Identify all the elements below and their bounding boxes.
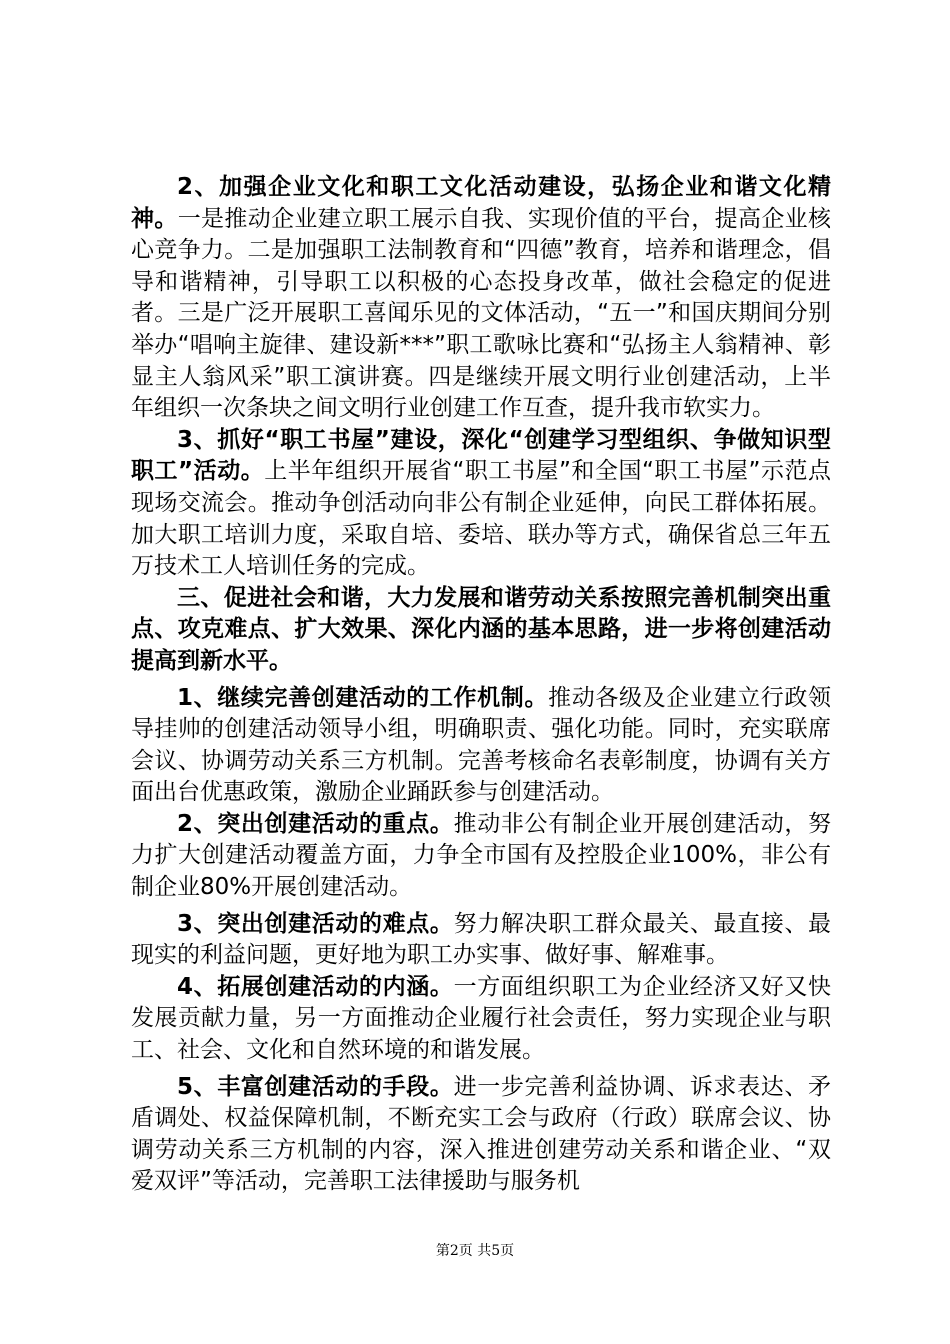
paragraph-2-heading: 3、抓好“职工书屋”建设，深化“创建学习型组织、争做知识型职工”活动。 xyxy=(131,426,831,485)
paragraph-7-text: 一方面组织职工为企业经济又好又快发展贡献力量，另一方面推动企业履行社会责任，努力实现企业与职工、社会、文化和自然环境的和谐发展。 xyxy=(131,973,831,1064)
document-body xyxy=(131,172,831,1198)
paragraph-4 xyxy=(131,683,831,809)
page-footer: 第2页 共5页 xyxy=(435,1243,515,1259)
paragraph-6 xyxy=(131,909,831,972)
paragraph-7-heading: 4、拓展创建活动的内涵。 xyxy=(177,973,454,1000)
section-3-heading: 三、促进社会和谐，大力发展和谐劳动关系按照完善机制突出重点、攻克难点、扩大效果、深化内涵的基本思路，进一步将创建活动提高到新水平。 xyxy=(131,584,831,674)
paragraph-8 xyxy=(131,1072,831,1198)
paragraph-6-heading: 3、突出创建活动的难点。 xyxy=(177,910,454,937)
paragraph-8-text: 进一步完善利益协调、诉求表达、矛盾调处、权益保障机制，不断充实工会与政府（行政）联席会议、协调劳动关系三方机制的内容，深入推进创建劳动关系和谐企业、“双爱双评”等活动，完善职工法律援助与服务机 xyxy=(131,1073,831,1195)
paragraph-5-text: 推动非公有制企业开展创建活动，努力扩大创建活动覆盖方面，力争全市国有及控股企业100%，非公有制企业80%开展创建活动。 xyxy=(131,810,831,901)
paragraph-5 xyxy=(131,809,831,904)
paragraph-1-text: 一是推动企业建立职工展示自我、实现价值的平台，提高企业核心竞争力。二是加强职工法制教育和“四德”教育，培养和谐理念，倡导和谐精神，引导职工以积极的心态投身改革，做社会稳定的促进者。三是广泛开展职工喜闻乐见的文体活动，“五一”和国庆期间分别举办“唱响主旋律、建设新***”职工歌咏比赛和“弘扬主人翁精神、彰显主人翁风采”职工演讲赛。四是继续开展文明行业创建活动，上半年组织一次条块之间文明行业创建工作互查，提升我市软实力。 xyxy=(131,205,832,422)
paragraph-6-text: 努力解决职工群众最关、最直接、最现实的利益问题，更好地为职工办实事、做好事、解难事。 xyxy=(131,910,831,969)
paragraph-4-text: 推动各级及企业建立行政领导挂帅的创建活动领导小组，明确职责、强化功能。同时，充实联席会议、协调劳动关系三方机制。完善考核命名表彰制度，协调有关方面出台优惠政策，激励企业踊跃参与创建活动。 xyxy=(131,684,831,806)
paragraph-2 xyxy=(131,425,831,583)
paragraph-7 xyxy=(131,972,831,1067)
paragraph-8-heading: 5、丰富创建活动的手段。 xyxy=(177,1073,454,1100)
paragraph-1 xyxy=(131,172,831,425)
paragraph-2-text: 上半年组织开展省“职工书屋”和全国“职工书屋”示范点现场交流会。推动争创活动向非公有制企业延伸，向民工群体拓展。加大职工培训力度，采取自培、委培、联办等方式，确保省总三年五万技术工人培训任务的完成。 xyxy=(131,458,831,580)
paragraph-4-heading: 1、继续完善创建活动的工作机制。 xyxy=(177,684,549,711)
paragraph-1-heading: 2、加强企业文化和职工文化活动建设，弘扬企业和谐文化精神。 xyxy=(131,174,831,232)
paragraph-3 xyxy=(131,583,831,678)
paragraph-5-heading: 2、突出创建活动的重点。 xyxy=(177,810,454,837)
